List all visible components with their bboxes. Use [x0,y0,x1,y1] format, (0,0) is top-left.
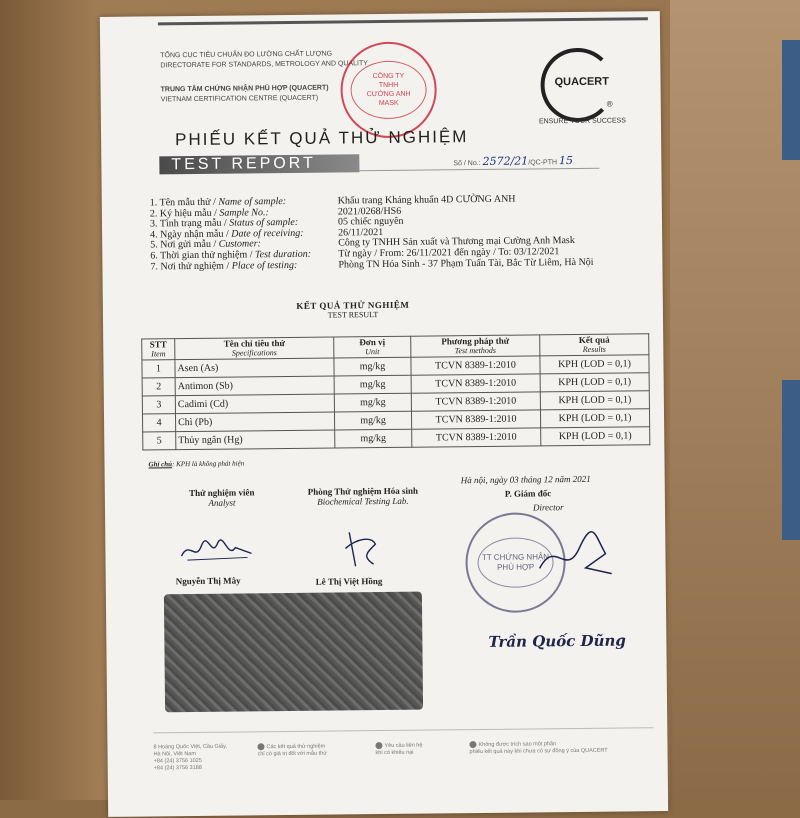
info-label: 6. Thời gian thử nghiệm / [150,249,256,262]
cell-item: 2 [142,378,175,396]
col-unit-header: Đơn vị Unit [334,336,411,358]
info-value: Từ ngày / From: 26/11/2021 đến ngày / To: 03/12/2021 [338,246,560,260]
stamp-red-line: MASK [378,99,399,108]
info-label-en: Sample No.: [219,206,269,219]
footer-text: Không được trích sao một phần [478,741,557,748]
quacert-logo-text: QUACERT [554,75,609,89]
footer-text: phiếu kết quả này khi chưa có sự đồng ý của QUACERT [469,747,608,756]
stamp-red-line: CƯỜNG ANH [366,90,411,99]
lab-title-vn: Phòng Thử nghiệm Hóa sinh [307,485,418,497]
company-red-stamp [340,41,437,138]
cell-result: KPH (LOD = 0,1) [540,391,649,410]
info-icon [257,743,264,750]
col-item-header: STT Item [142,339,175,360]
cell-result: KPH (LOD = 0,1) [540,373,649,392]
cell-unit: mg/kg [334,357,411,376]
cell-spec: Cadimi (Cd) [175,394,334,414]
info-label: 2. Ký hiệu mẫu / [149,207,220,220]
lab-head-signature [341,526,381,572]
info-label: 5. Nơi gửi mẫu / [150,239,219,251]
test-report-document [100,11,668,817]
results-title-vn: KẾT QUẢ THỬ NGHIỆM [296,299,410,311]
cell-method: TCVN 8389-1:2010 [411,392,540,411]
analyst-heading [167,487,277,508]
footer-note-2 [375,741,465,757]
info-value: 05 chiếc nguyên [337,215,404,228]
footer-text: +84 (24) 3756 3188 [153,764,202,772]
report-number [453,154,573,168]
col-method-header: Phương pháp thử Test methods [411,335,540,357]
cell-unit: mg/kg [334,375,411,394]
cell-unit: mg/kg [334,411,411,430]
box-side [670,0,800,800]
title-vietnamese: PHIẾU KẾT QUẢ THỬ NGHIỆM [175,127,469,150]
info-label: 1. Tên mẫu thử / [149,196,219,209]
cell-method: TCVN 8389-1:2010 [411,356,540,375]
footer-rule [153,727,653,733]
cell-spec: Chì (Pb) [175,412,334,432]
info-label-en: Status of sample: [229,217,299,229]
cell-spec: Asen (As) [175,358,334,378]
info-label: 7. Nơi thử nghiệm / [150,260,232,272]
cell-unit: mg/kg [335,429,412,448]
sample-info [150,193,671,273]
lab-title-en: Biochemical Testing Lab. [317,495,409,507]
cell-result: KPH (LOD = 0,1) [541,427,650,446]
results-table [141,333,650,450]
ref-value: 2572/21 [482,154,529,168]
note-label: Ghi chú [148,460,173,469]
registered-mark: ® [606,99,613,109]
header-line-4: VIETNAM CERTIFICATION CENTRE (QUACERT) [160,94,319,104]
lab-heading [283,485,443,507]
footer-text: +84 (24) 3756 1025 [153,757,202,765]
footer-text: khi có khiếu nại [375,749,414,757]
issue-date: Hà nội, ngày 03 tháng 12 năm 2021 [460,473,591,486]
director-name: Trần Quốc Dũng [488,631,626,651]
footer-text: chỉ có giá trị đối với mẫu thử [257,750,327,758]
info-value: Khẩu trang Kháng khuẩn 4D CƯỜNG ANH [337,193,516,207]
info-label-en: Customer: [218,238,261,251]
lab-head-name: Lê Thị Việt Hồng [315,576,383,587]
box-blue-stripe [782,40,800,160]
director-title-en: Director [532,502,564,513]
cell-result: KPH (LOD = 0,1) [540,355,649,374]
footer-address [153,744,239,773]
note-text: : KPH là không phát hiện [172,459,245,469]
director-signature [535,528,616,589]
cell-method: TCVN 8389-1:2010 [411,374,540,393]
ref-label: Số / No.: [453,159,481,168]
info-value: 2021/0268/HS6 [337,205,402,218]
info-label: 4. Ngày nhận mẫu / [150,228,232,241]
footer-text: 8 Hoàng Quốc Việt, Cầu Giấy, [153,743,227,751]
info-value: Phòng TN Hóa Sinh - 37 Phạm Tuấn Tài, Bắc Từ Liêm, Hà Nội [338,256,594,271]
deputy-director-title: P. Giám đốc [504,488,552,499]
analyst-name: Nguyễn Thị Mây [175,575,241,587]
box-blue-stripe [782,380,800,540]
info-value: 26/11/2021 [338,226,384,239]
cell-item: 3 [142,396,175,414]
table-note [148,459,244,468]
header-line-3: TRUNG TÂM CHỨNG NHẬN PHÙ HỢP (QUACERT) [160,84,329,94]
stamp-red-line: CÔNG TY [372,72,405,81]
footer-note-3 [469,739,649,756]
cell-item: 5 [143,432,176,450]
results-title-en: TEST RESULT [327,310,379,320]
info-label-en: Date of receiving: [231,227,304,240]
info-label-en: Place of testing: [231,259,298,272]
footer-text: Các kết quả thử nghiệm [266,743,326,751]
analyst-title-vn: Thử nghiệm viên [189,487,255,499]
title-english: TEST REPORT [171,154,316,174]
logo-tagline: ENSURE YOUR SUCCESS [538,117,626,126]
col-spec-header: Tên chỉ tiêu thử Specifications [175,337,334,360]
cell-unit: mg/kg [334,393,411,412]
info-icon [375,742,382,749]
results-heading [103,297,663,322]
header-line-2: DIRECTORATE FOR STANDARDS, METROLOGY AND QUALITY [160,60,368,70]
footer-text: Yêu cầu liên hệ [384,742,423,749]
analyst-title-en: Analyst [208,497,236,508]
header-line-1: TỔNG CỤC TIÊU CHUẨN ĐO LƯỜNG CHẤT LƯỢNG [160,50,333,60]
ref-suffix: /QC-PTH [528,159,558,167]
ref-hand: 15 [558,154,574,168]
cell-item: 4 [142,414,175,432]
title-underline [359,168,599,172]
stamp-red-line: TNHH [378,81,399,90]
analyst-signature [177,533,257,564]
info-label-en: Test duration: [254,248,312,261]
mask-photo-overlay [164,592,423,713]
cell-item: 1 [142,360,175,378]
footer-text: Hà Nội, Việt Nam [153,750,196,758]
info-label-en: Name of sample: [218,196,287,208]
footer-note-1 [257,742,367,758]
info-label: 3. Tình trạng mẫu / [149,217,230,230]
cell-spec: Antimon (Sb) [175,376,334,396]
cell-spec: Thủy ngân (Hg) [176,430,335,450]
col-result-header: Kết quả Results [540,334,649,356]
info-value: Công ty TNHH Sản xuất và Thương mại Cường Anh Mask [338,235,575,249]
stamp-blue-line: PHÙ HỢP [497,562,535,572]
cell-method: TCVN 8389-1:2010 [412,428,541,447]
cell-result: KPH (LOD = 0,1) [540,409,649,428]
cell-method: TCVN 8389-1:2010 [411,410,540,429]
info-icon [469,741,476,748]
stamp-blue-line: TT CHỨNG NHẬN [481,552,550,562]
top-rule [158,17,648,25]
